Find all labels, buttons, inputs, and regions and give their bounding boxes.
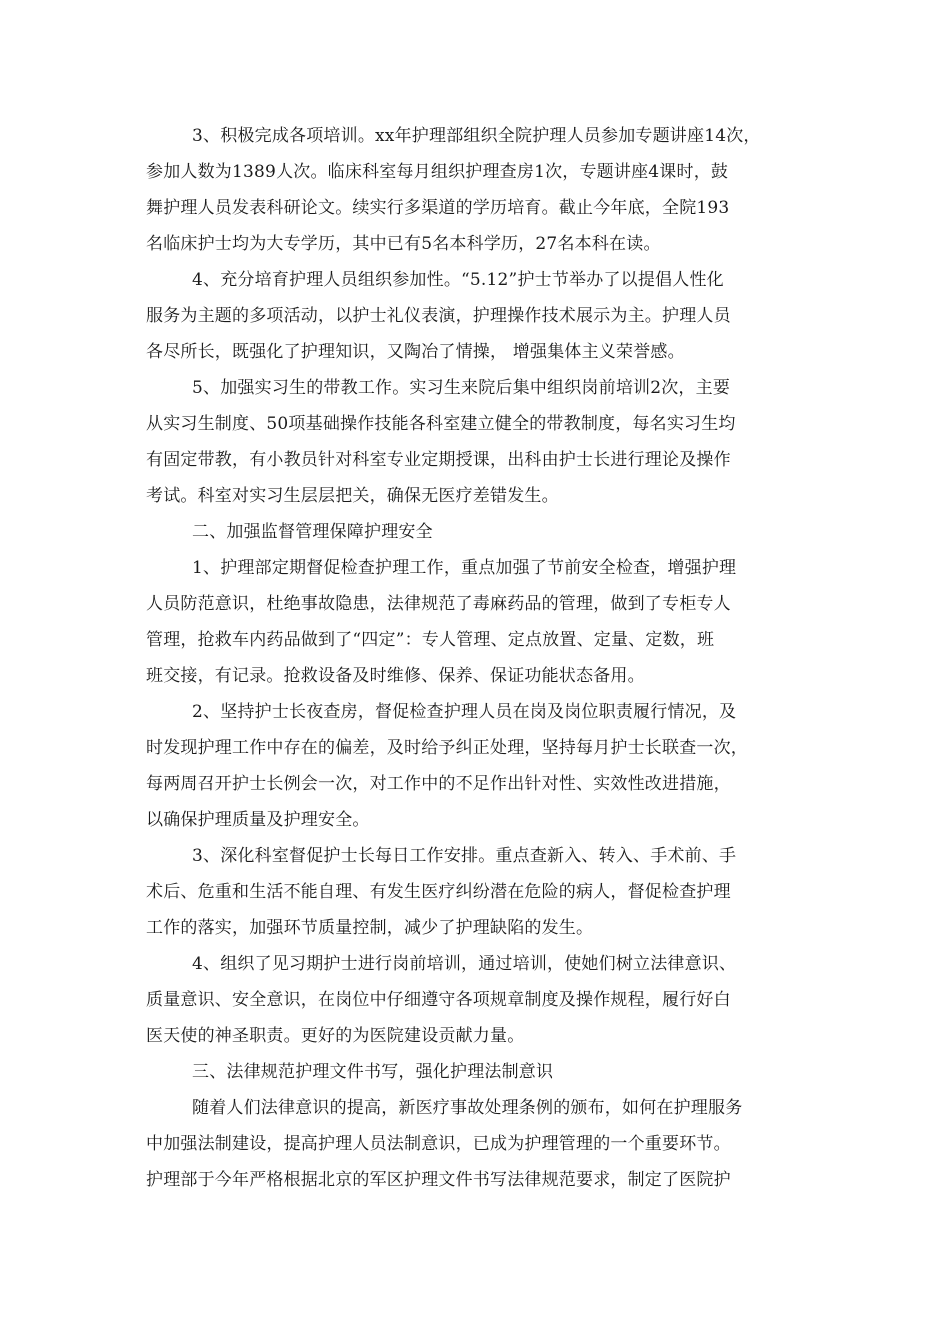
text-line: 有固定带教，有小教员针对科室专业定期授课，出科由护士长进行理论及操作 [146,450,731,470]
text-line: 3、深化科室督促护士长每日工作安排。重点查新入、转入、手术前、手 [192,846,737,866]
text-line: 3、积极完成各项培训。xx年护理部组织全院护理人员参加专题讲座14次， [192,126,761,146]
text-line: 医天使的神圣职责。更好的为医院建设贡献力量。 [146,1026,525,1046]
text-line: 二、加强监督管理保障护理安全 [192,522,433,542]
text-line: 1、护理部定期督促检查护理工作，重点加强了节前安全检查，增强护理 [192,558,737,578]
text-line: 班交接，有记录。抢救设备及时维修、保养、保证功能状态备用。 [146,666,645,686]
text-line: 护理部于今年严格根据北京的军区护理文件书写法律规范要求，制定了医院护 [146,1170,731,1190]
text-line: 5、加强实习生的带教工作。实习生来院后集中组织岗前培训2次，主要 [192,378,731,398]
text-line: 每两周召开护士长例会一次，对工作中的不足作出针对性、实效性改进措施， [146,774,731,794]
text-line: 人员防范意识，杜绝事故隐患，法律规范了毒麻药品的管理，做到了专柜专人 [146,594,731,614]
text-line: 4、充分培育护理人员组织参加性。“5.12”护士节举办了以提倡人性化 [192,270,724,290]
text-line: 考试。科室对实习生层层把关，确保无医疗差错发生。 [146,486,559,506]
document-body [146,118,806,1198]
text-line: 2、坚持护士长夜查房，督促检查护理人员在岗及岗位职责履行情况，及 [192,702,737,722]
text-line: 从实习生制度、50项基础操作技能各科室建立健全的带教制度，每名实习生均 [146,414,736,434]
text-line: 工作的落实，加强环节质量控制，减少了护理缺陷的发生。 [146,918,594,938]
text-line: 名临床护士均为大专学历，其中已有5名本科学历，27名本科在读。 [146,234,661,254]
text-line: 以确保护理质量及护理安全。 [146,810,370,830]
text-line: 4、组织了见习期护士进行岗前培训，通过培训，使她们树立法律意识、 [192,954,737,974]
text-line: 参加人数为1389人次。临床科室每月组织护理查房1次，专题讲座4课时，鼓 [146,162,729,182]
text-line: 术后、危重和生活不能自理、有发生医疗纠纷潜在危险的病人，督促检查护理 [146,882,731,902]
text-line: 时发现护理工作中存在的偏差，及时给予纠正处理，坚持每月护士长联查一次， [146,738,748,758]
text-line: 各尽所长，既强化了护理知识，又陶冶了情操， 增强集体主义荣誉感。 [146,342,685,362]
text-line: 三、法律规范护理文件书写，强化护理法制意识 [192,1062,554,1082]
text-line: 中加强法制建设，提高护理人员法制意识，已成为护理管理的一个重要环节。 [146,1134,731,1154]
text-line: 质量意识、安全意识，在岗位中仔细遵守各项规章制度及操作规程，履行好白 [146,990,731,1010]
text-line: 管理，抢救车内药品做到了“四定”：专人管理、定点放置、定量、定数，班 [146,630,715,650]
text-line: 随着人们法律意识的提高，新医疗事故处理条例的颁布，如何在护理服务 [192,1098,743,1118]
text-line: 舞护理人员发表科研论文。续实行多渠道的学历培育。截止今年底，全院193 [146,198,730,218]
text-line: 服务为主题的多项活动，以护士礼仪表演，护理操作技术展示为主。护理人员 [146,306,731,326]
